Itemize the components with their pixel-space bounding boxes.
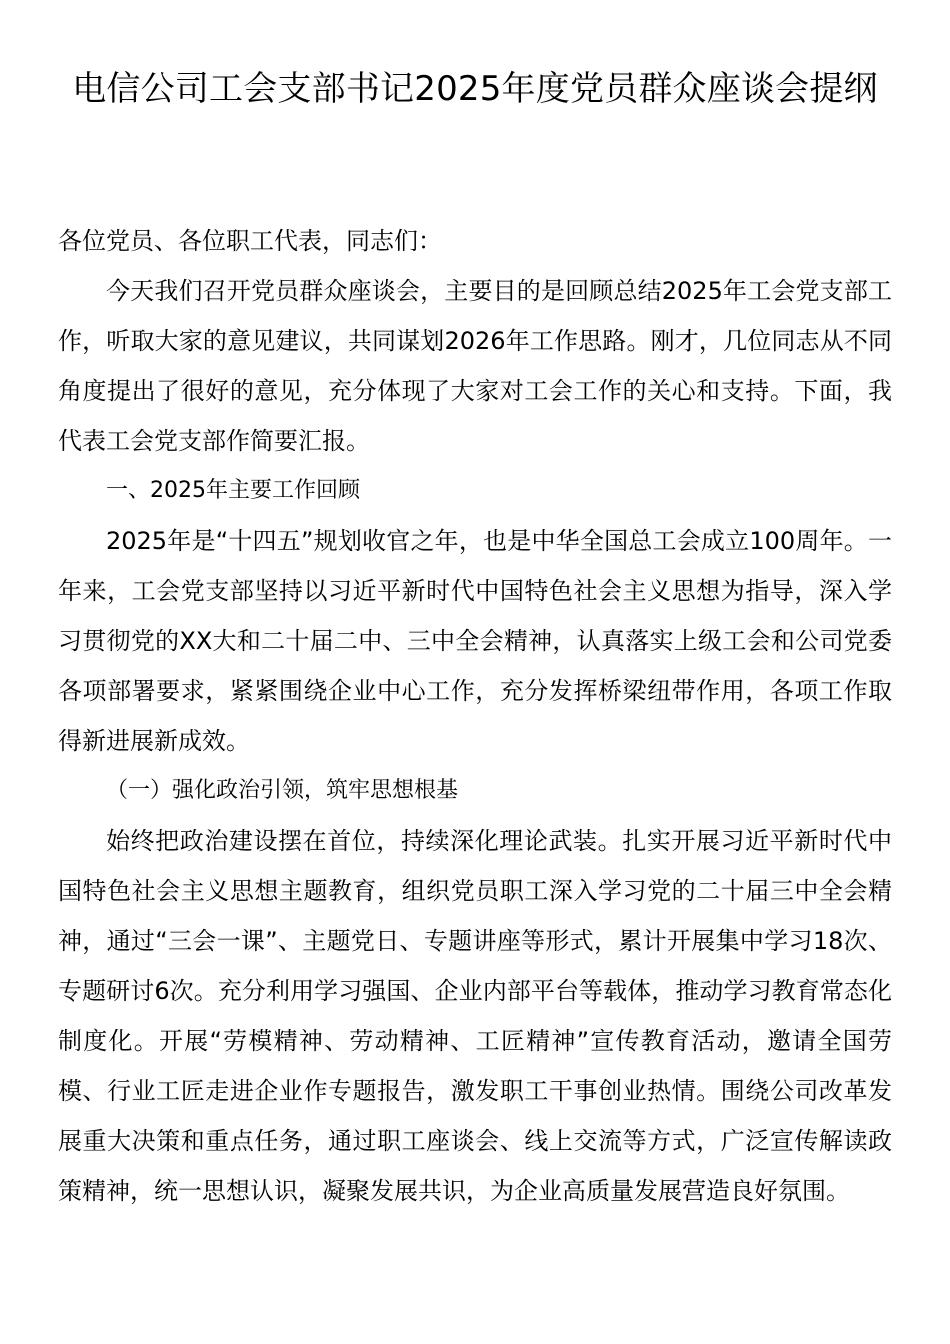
salutation: 各位党员、各位职工代表，同志们： <box>58 227 442 255</box>
document-body <box>58 216 892 1216</box>
section-1-intro: 2025年是“十四五”规划收官之年，也是中华全国总工会成立100周年。一年来，工会党支部坚持以习近平新时代中国特色社会主义思想为指导，深入学习贯彻党的XX大和二十届二中、三中全会精神，认真落实上级工会和公司党委各项部署要求，紧紧围绕企业中心工作，充分发挥桥梁纽带作用，各项工作取得新进展新成效。 <box>58 527 892 755</box>
section-heading-1: 一、2025年主要工作回顾 <box>106 478 360 503</box>
opening-paragraph: 今天我们召开党员群众座谈会，主要目的是回顾总结2025年工会党支部工作，听取大家的意见建议，共同谋划2026年工作思路。刚才，几位同志从不同角度提出了很好的意见，充分体现了大家对工会工作的关心和支持。下面，我代表工会党支部作简要汇报。 <box>58 277 892 455</box>
subsection-heading-1: （一）强化政治引领，筑牢思想根基 <box>106 778 459 803</box>
subsection-1-body: 始终把政治建设摆在首位，持续深化理论武装。扎实开展习近平新时代中国特色社会主义思想主题教育，组织党员职工深入学习党的二十届三中全会精神，通过“三会一课”、主题党日、专题讲座等形式，累计开展集中学习18次、专题研讨6次。充分利用学习强国、企业内部平台等载体，推动学习教育常态化制度化。开展“劳模精神、劳动精神、工匠精神”宣传教育活动，邀请全国劳模、行业工匠走进企业作专题报告，激发职工干事创业热情。围绕公司改革发展重大决策和重点任务，通过职工座谈会、线上交流等方式，广泛宣传解读政策精神，统一思想认识，凝聚发展共识，为企业高质量发展营造良好氛围。 <box>58 827 892 1205</box>
document-title: 电信公司工会支部书记2025年度党员群众座谈会提纲 <box>72 69 878 109</box>
